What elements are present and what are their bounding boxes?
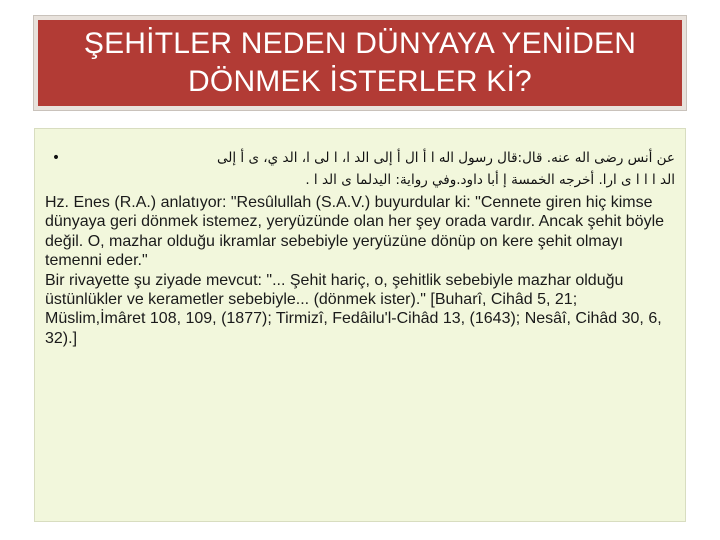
slide-title xyxy=(76,25,644,101)
bullet-point: • xyxy=(51,150,61,166)
arabic-line-2: الد ا ا ا ى ارا. أخرجه الخمسة إ أبا داود.وفي رواية: اليدلما ى الد ا . xyxy=(305,172,675,188)
translation-paragraph: Hz. Enes (R.A.) anlatıyor: "Resûlullah (S.A.V.) buyurdular ki: "Cennete giren hiç kimse dünyaya geri dönmek istemez, yeryüzünde olan her şey orada vardır. Ancak şehit böyle değil. O, mazhar olduğu ikramlar sebebiyle yeryüzüne dönüp on kere şehit olmayı temenni eder." xyxy=(45,194,665,270)
content-placeholder xyxy=(34,128,686,522)
arabic-line-1: عن أنس رضى اله عنه. قال:قال رسول اله ا أ ال أ إلى الد ا، ا لى ا، الد ي، ى أ إلى xyxy=(217,150,675,166)
arabic-hadith-text xyxy=(45,147,675,191)
turkish-translation xyxy=(45,193,675,348)
title-line-1: ŞEHİTLER NEDEN DÜNYAYA YENİDEN xyxy=(83,27,637,60)
rivayet-paragraph: Bir rivayette şu ziyade mevcut: "... Şehit hariç, o, şehitlik sebebiyle mazhar olduğu üstünlükler ve kerametler sebebiyle... (dönmek ister)." [Buharî, Cihâd 5, 21; Müslim,İmâret 108, 109, (1877); Tirmizî, Fedâilu'l-Cihâd 13, (1643); Nesâî, Cihâd 30, 6, 32).] xyxy=(45,271,662,347)
title-line-2: DÖNMEK İSTERLER Kİ? xyxy=(188,65,532,98)
title-banner xyxy=(34,16,686,110)
